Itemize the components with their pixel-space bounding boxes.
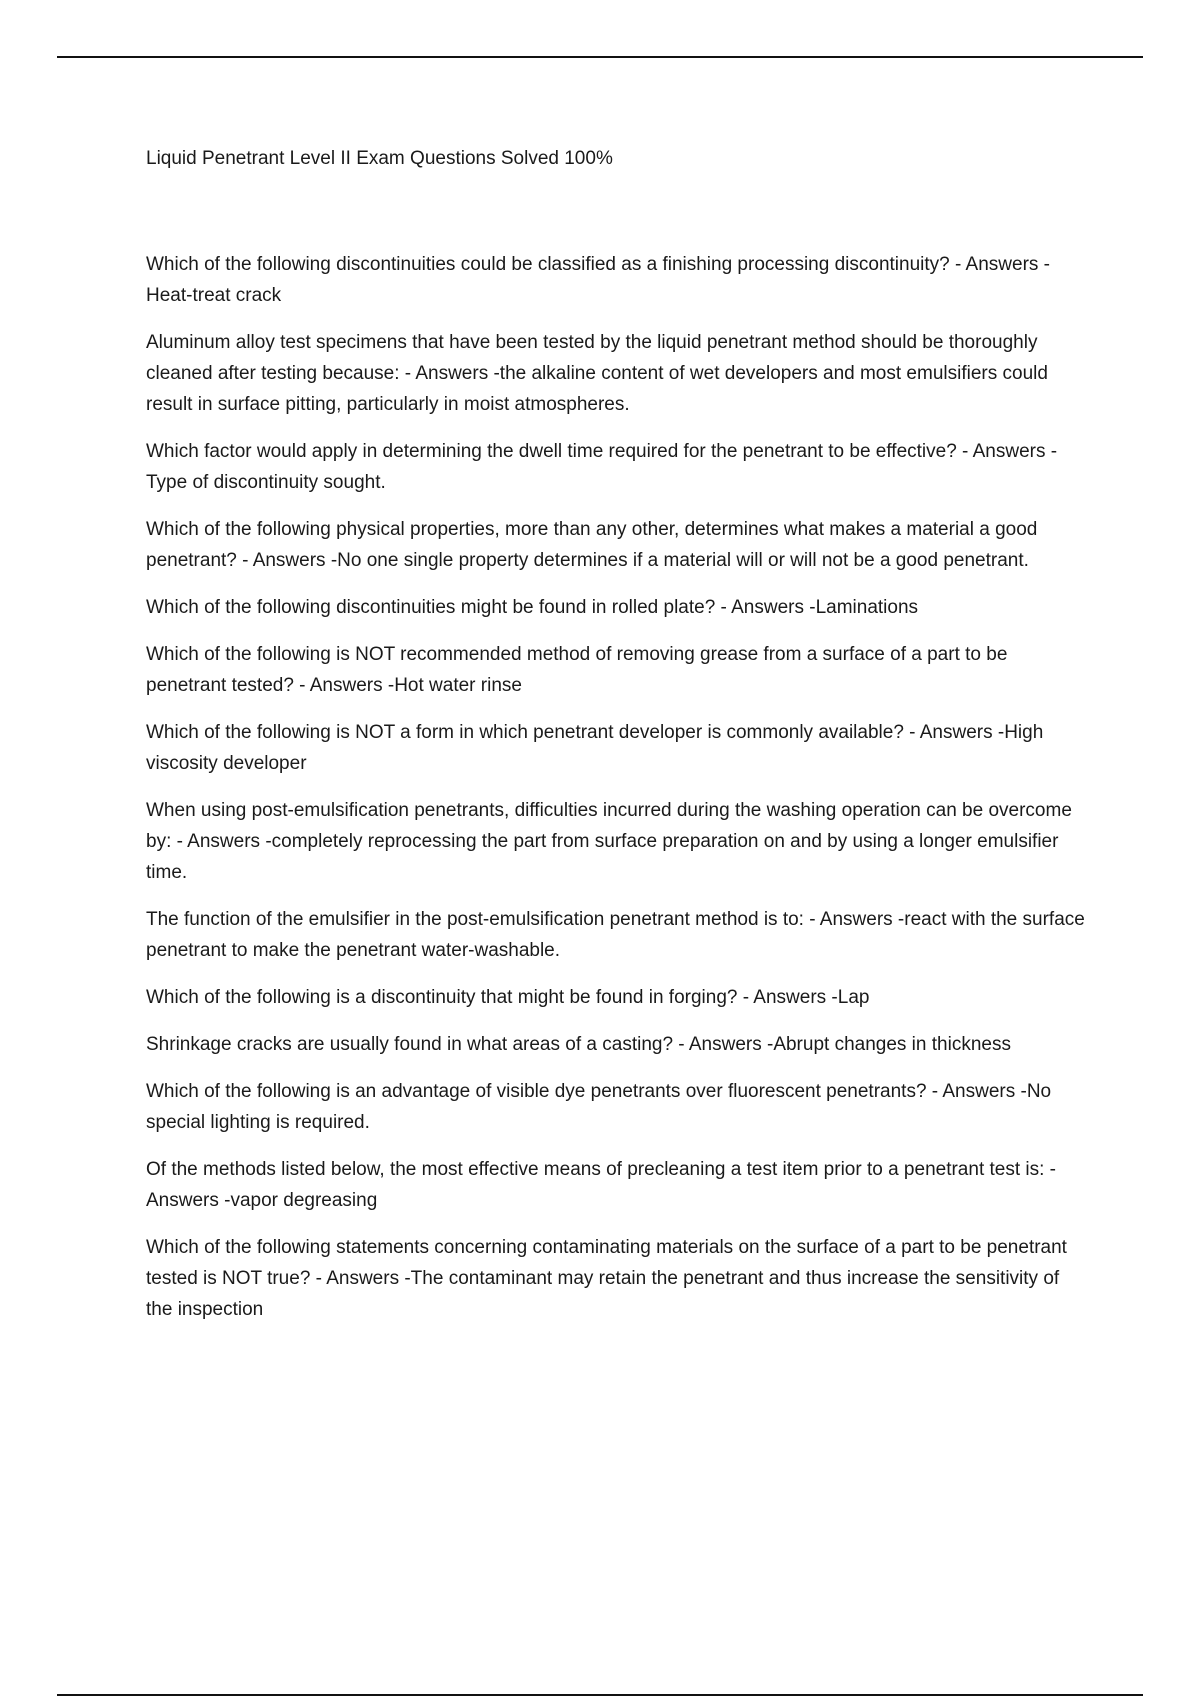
qa-item: Which of the following is NOT recommended method of removing grease from a surface of a part to be penetrant tested? - Answers -Hot water rinse — [146, 644, 1008, 696]
qa-item: Which factor would apply in determining the dwell time required for the penetrant to be effective? - Answers -Type of discontinuity sought. — [146, 441, 1058, 493]
qa-item: Which of the following discontinuities could be classified as a finishing processing discontinuity? - Answers -Heat-treat crack — [146, 254, 1051, 306]
qa-item: Which of the following discontinuities might be found in rolled plate? - Answers -Laminations — [146, 597, 919, 618]
qa-item: Aluminum alloy test specimens that have been tested by the liquid penetrant method should be thoroughly cleaned after testing because: - Answers -the alkaline content of wet developers and most emulsifiers could result in surface pitting, particularly in moist atmospheres. — [146, 332, 1048, 415]
qa-list — [146, 249, 1086, 1341]
qa-item: Which of the following is an advantage of visible dye penetrants over fluorescent penetrants? - Answers -No special lighting is required. — [146, 1081, 1052, 1133]
qa-item: The function of the emulsifier in the post-emulsification penetrant method is to: - Answers -react with the surface penetrant to make the penetrant water-washable. — [146, 909, 1085, 961]
document-title: Liquid Penetrant Level II Exam Questions Solved 100% — [146, 148, 613, 169]
header-rule — [57, 56, 1143, 58]
qa-item: Which of the following statements concerning contaminating materials on the surface of a part to be penetrant tested is NOT true? - Answers -The contaminant may retain the penetrant and thus increase the sensitivity of the inspection — [146, 1237, 1067, 1320]
qa-item: When using post-emulsification penetrants, difficulties incurred during the washing operation can be overcome by: - Answers -completely reprocessing the part from surface preparation on and by using a longer emulsifier time. — [146, 800, 1072, 883]
qa-item: Of the methods listed below, the most effective means of precleaning a test item prior to a penetrant test is: - Answers -vapor degreasing — [146, 1159, 1057, 1211]
qa-item: Shrinkage cracks are usually found in what areas of a casting? - Answers -Abrupt changes in thickness — [146, 1034, 1011, 1055]
qa-item: Which of the following physical properties, more than any other, determines what makes a material a good penetrant? - Answers -No one single property determines if a material will or will not be a good penetrant. — [146, 519, 1038, 571]
qa-item: Which of the following is NOT a form in which penetrant developer is commonly available? - Answers -High viscosity developer — [146, 722, 1044, 774]
qa-item: Which of the following is a discontinuity that might be found in forging? - Answers -Lap — [146, 987, 870, 1008]
footer-rule — [57, 1694, 1143, 1696]
